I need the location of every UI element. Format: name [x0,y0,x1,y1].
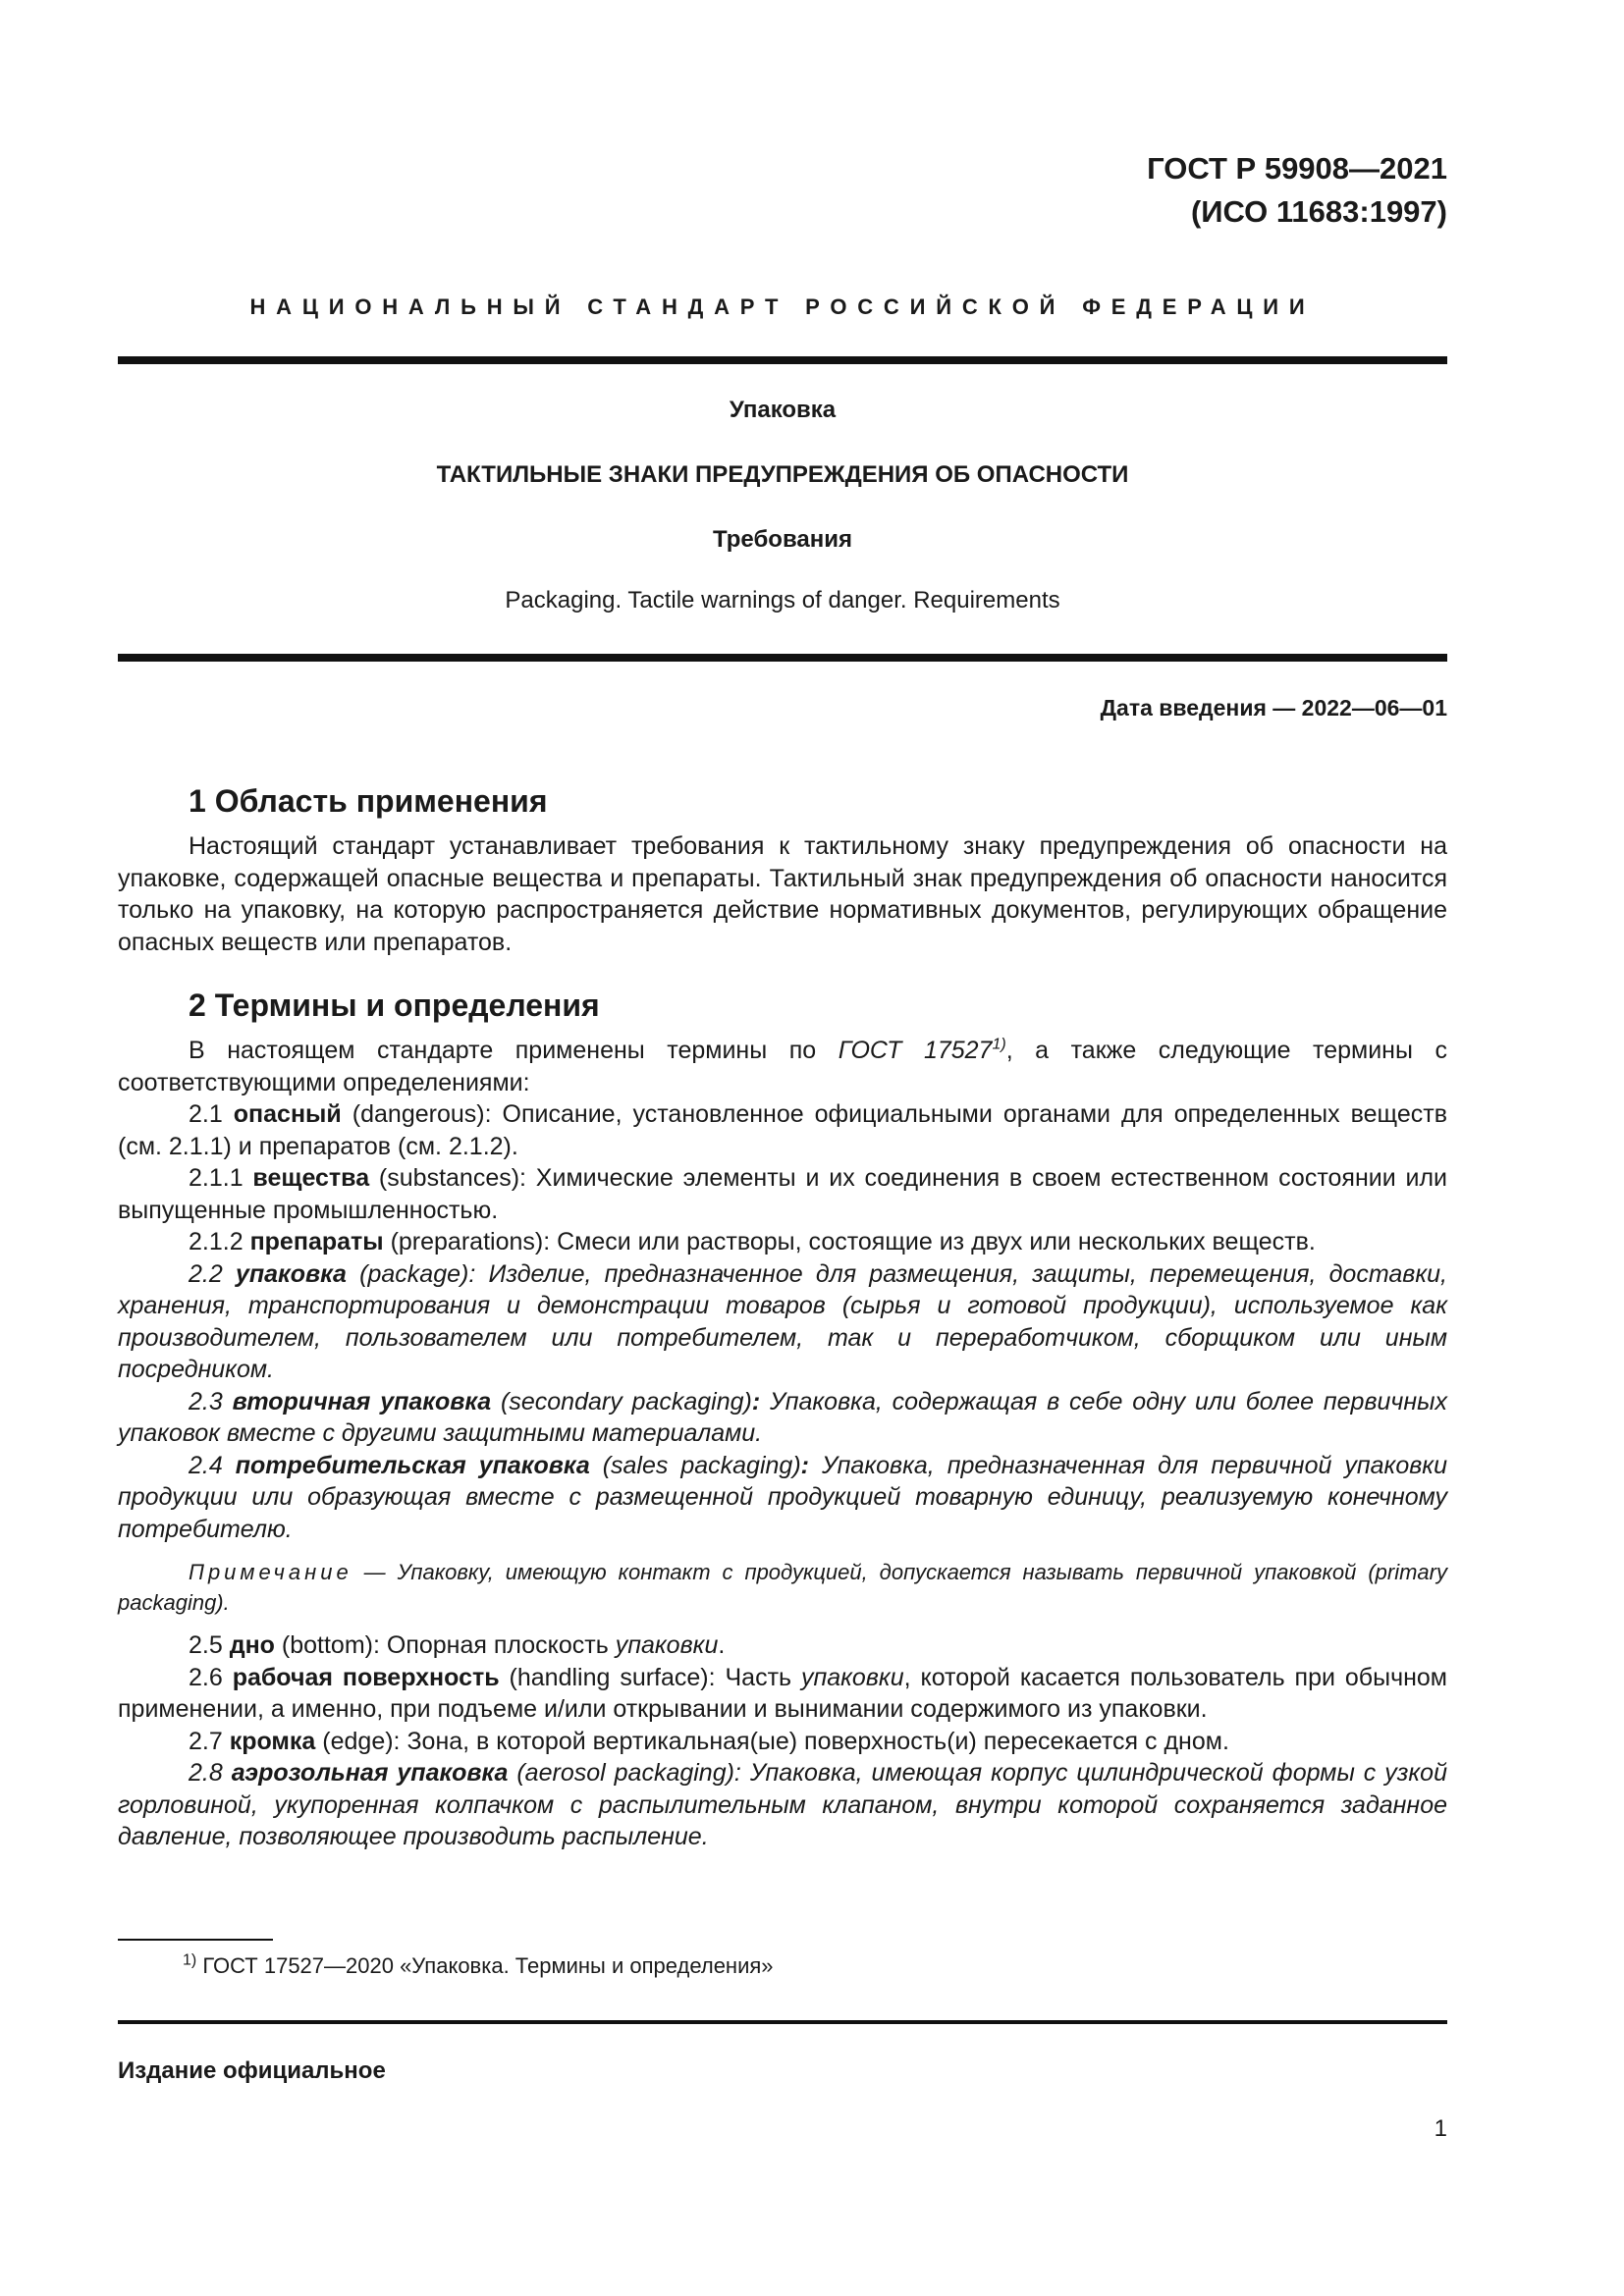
introduction-date: Дата введения — 2022—06—01 [1100,695,1447,721]
document-number-block [1147,147,1447,234]
section-2-heading: 2 Термины и определения [189,988,600,1023]
term-2-3: 2.3 вторичная упаковка (secondary packaging): Упаковка, содержащая в себе одну или более первичных упаковок вместе с другими защитными материалами. [118,1387,1448,1447]
section-1-heading: 1 Область применения [189,783,548,819]
national-standard-banner: НАЦИОНАЛЬНЫЙ СТАНДАРТ РОССИЙСКОЙ ФЕДЕРАЦИИ [249,294,1316,319]
top-divider [118,356,1447,364]
subject-heading: Упаковка [729,397,837,423]
term-2-7: 2.7 кромка (edge): Зона, в которой вертикальная(ые) поверхность(и) пересекается с дном. [189,1727,1229,1755]
footnote-marker: 1) [183,1951,197,1969]
term-2-8: 2.8 аэрозольная упаковка (aerosol packaging): Упаковка, имеющая корпус цилиндрической формы с узкой горловиной, укупоренная колпачком с распылительным клапаном, внутри которой сохраняется заданное давление, позволяющее производить распыление. [118,1759,1447,1850]
section-1-text: Настоящий стандарт устанавливает требования к тактильному знаку предупреждения об опасности на упаковке, содержащей опасные вещества и препараты. Тактильный знак предупреждения об опасности наносится только на упаковку, на которую распространяется действие нормативных документов, регулирующих обращение опасных веществ или препаратов. [118,832,1447,956]
term-2-1-1: 2.1.1 вещества (substances): Химические элементы и их соединения в своем естественном состоянии или выпущенные промышленностью. [118,1164,1447,1224]
term-2-6: 2.6 рабочая поверхность (handling surface): Часть упаковки, которой касается пользователь при обычном применении, а именно, при подъеме и/или открывании и вынимании содержимого из упаковки. [118,1663,1447,1723]
iso-number: (ИСО 11683:1997) [1190,194,1447,229]
document-body [118,781,1447,1853]
gost-reference: ГОСТ 17527 [838,1037,993,1064]
term-2-1-2: 2.1.2 препараты (preparations): Смеси или растворы, состоящие из двух или нескольких веществ. [189,1228,1316,1255]
note-label: Примечание [189,1560,352,1584]
official-edition-label: Издание официальное [118,2057,386,2084]
section-2-intro: В настоящем стандарте применены термины по ГОСТ 17527$^{1)}$, а также следующие термины с соответствующими определениями: [118,1036,1447,1096]
gost-number: ГОСТ Р 59908—2021 [1147,151,1447,186]
note: Примечание — Упаковку, имеющую контакт с продукцией, допускается называть первичной упаковкой (primary packaging). [118,1560,1447,1615]
footnote-text: ГОСТ 17527—2020 «Упаковка. Термины и определения» [196,1953,774,1978]
footnote-ref: 1) [992,1036,1006,1053]
title-divider [118,654,1447,662]
footnote [183,1953,774,1979]
requirements-heading: Требования [713,526,852,553]
term-2-1: 2.1 опасный (dangerous): Описание, установленное официальными органами для определенных веществ (см. 2.1.1) и препаратов (см. 2.1.2). [118,1100,1447,1160]
footer-divider [118,2020,1447,2024]
document-title: ТАКТИЛЬНЫЕ ЗНАКИ ПРЕДУПРЕЖДЕНИЯ ОБ ОПАСНОСТИ [436,461,1129,488]
term-2-4: 2.4 потребительская упаковка (sales packaging): Упаковка, предназначенная для первичной упаковки продукции или образующая вместе с размещенной продукцией товарную единицу, реализуемую конечному потребителю. [118,1451,1447,1543]
page-number: 1 [1434,2115,1447,2142]
english-title: Packaging. Tactile warnings of danger. Requirements [505,587,1060,614]
term-2-2: 2.2 упаковка (package): Изделие, предназначенное для размещения, защиты, перемещения, доставки, хранения, транспортирования и демонстрации товаров (сырья и готовой продукции), используемое как производителем, пользователем или потребителем, так и переработчиком, сборщиком или иным посредником. [118,1259,1447,1383]
term-2-5: 2.5 дно (bottom): Опорная плоскость упаковки. [189,1631,726,1659]
footnote-divider [118,1939,273,1941]
